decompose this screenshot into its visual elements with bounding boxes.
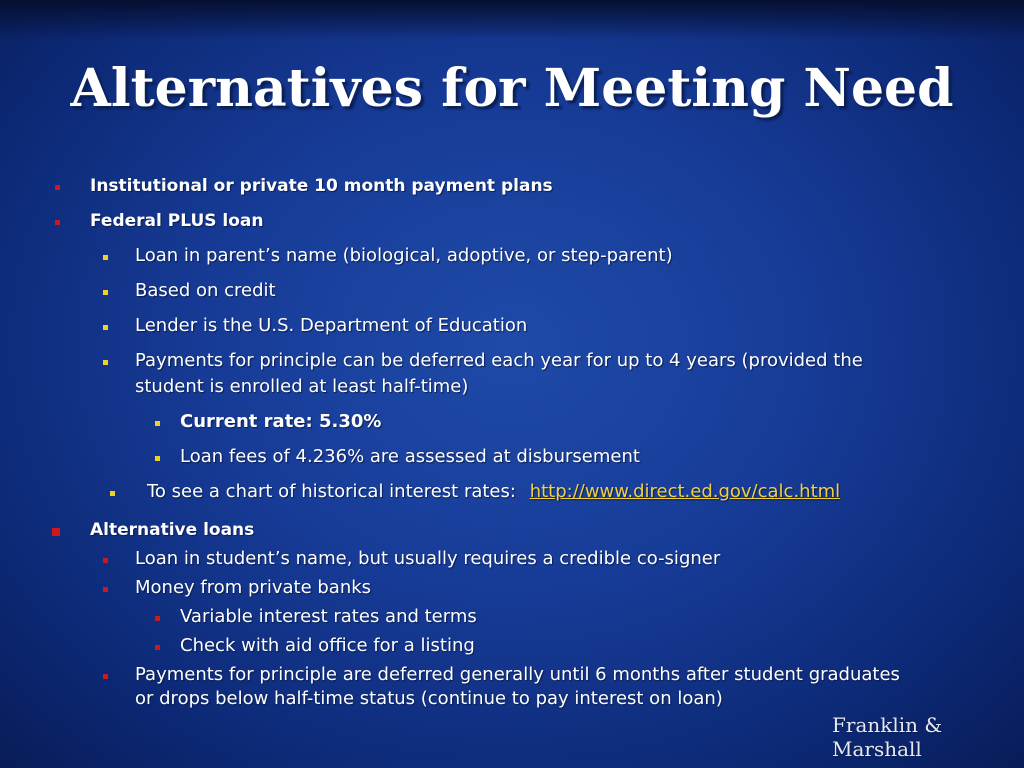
bullet-icon — [155, 456, 160, 461]
bullet-icon — [155, 616, 160, 621]
bullet-icon — [110, 491, 115, 496]
item-plus-lender: Lender is the U.S. Department of Education — [135, 315, 528, 336]
bullet-icon — [103, 587, 108, 592]
item-alt-student-name: Loan in student’s name, but usually requires a credible co-signer — [135, 548, 721, 569]
item-alt-variable-rates: Variable interest rates and terms — [180, 606, 477, 627]
item-plus-deferral-cont: student is enrolled at least half-time) — [135, 376, 469, 397]
bullet-icon — [55, 220, 60, 225]
item-plus-deferral: Payments for principle can be deferred each year for up to 4 years (provided the — [135, 350, 863, 371]
item-plus-loan: Federal PLUS loan — [90, 211, 264, 231]
bullet-icon — [52, 528, 60, 536]
item-plus-credit: Based on credit — [135, 280, 276, 301]
item-payment-plans: Institutional or private 10 month payment plans — [90, 176, 553, 196]
item-alt-private-banks: Money from private banks — [135, 577, 372, 598]
bullet-icon — [103, 255, 108, 260]
franklin-marshall-logo: Franklin & Marshall — [832, 713, 943, 761]
item-chart-note — [147, 481, 840, 502]
bullet-icon — [103, 558, 108, 563]
bullet-icon — [103, 290, 108, 295]
rates-link[interactable]: http://www.direct.ed.gov/calc.html — [529, 481, 841, 502]
bullet-icon — [55, 185, 60, 190]
item-alternative-loans: Alternative loans — [90, 520, 255, 540]
chart-note-text: To see a chart of historical interest rates: — [147, 481, 516, 502]
bullet-icon — [103, 674, 108, 679]
slide-title: Alternatives for Meeting Need — [70, 58, 954, 119]
bullet-icon — [155, 645, 160, 650]
item-loan-fees: Loan fees of 4.236% are assessed at disbursement — [180, 446, 640, 467]
item-alt-check-office: Check with aid office for a listing — [180, 635, 475, 656]
bullet-icon — [155, 421, 160, 426]
item-alt-deferral-cont: or drops below half-time status (continue to pay interest on loan) — [135, 688, 723, 709]
item-plus-parent: Loan in parent’s name (biological, adoptive, or step-parent) — [135, 245, 673, 266]
bullet-icon — [103, 325, 108, 330]
top-band — [0, 0, 1024, 40]
bullet-icon — [103, 360, 108, 365]
item-current-rate: Current rate: 5.30% — [180, 411, 382, 432]
item-alt-deferral: Payments for principle are deferred generally until 6 months after student graduates — [135, 664, 900, 685]
